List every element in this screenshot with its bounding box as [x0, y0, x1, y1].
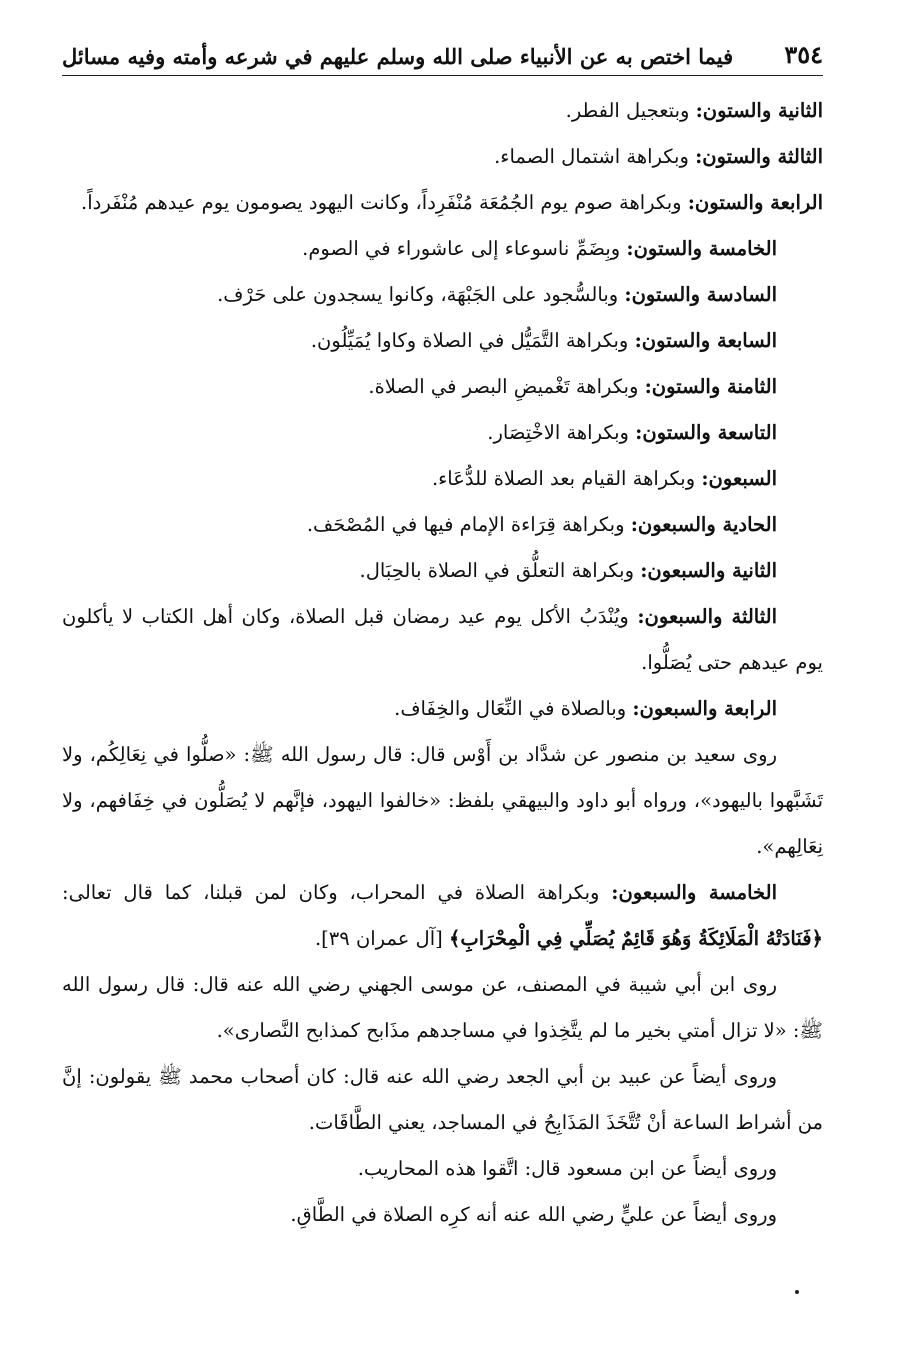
verse-reference: [آل عمران ٣٩]. [314, 927, 449, 950]
paragraph [62, 870, 823, 962]
paragraph-text: وبالسُّجود على الجَبْهَة، وكانوا يسجدون على حَرْف. [217, 283, 625, 306]
stray-dot [795, 1290, 799, 1294]
running-title: فيما اختص به عن الأنبياء صلى الله وسلم عليهم في شرعه وأمته وفيه مسائل [62, 44, 734, 69]
paragraph-text: وروى أيضاً عن عليٍّ رضي الله عنه أنه كرِه الصلاة في الطَّاقِ. [290, 1203, 777, 1226]
paragraph [62, 272, 823, 318]
paragraph-text: وبكراهة الاخْتِصَار. [487, 421, 636, 444]
paragraph-text: وبكراهة التَّمَيُّل في الصلاة وكاوا يُمَيِّلُون. [310, 329, 635, 352]
paragraph [62, 594, 823, 686]
hadith-paragraph [62, 962, 823, 1054]
hadith-paragraph [62, 1192, 823, 1238]
paragraph [62, 88, 823, 134]
quran-verse: ﴿فَنَادَتْهُ الْمَلَائِكَةُ وَهُوَ قَائِمٌ يُصَلِّي فِي الْمِحْرَابِ﴾ [448, 927, 823, 950]
paragraph-label: الخامسة والستون: [626, 237, 777, 260]
paragraph-text: وبِضَمِّ ناسوعاء إلى عاشوراء في الصوم. [302, 237, 627, 260]
page-header [62, 30, 823, 76]
paragraph-label: الرابعة والستون: [687, 191, 823, 214]
paragraph [62, 364, 823, 410]
paragraph-text: ويُنْدَبُ الأكل يوم عيد رمضان قبل الصلاة، وكان أهل الكتاب لا يأكلون يوم عيدهم حتى يُصَلُّوا. [62, 605, 823, 674]
paragraph [62, 134, 823, 180]
paragraph-text: وروى أيضاً عن ابن مسعود قال: اتَّقوا هذه المحاريب. [357, 1157, 777, 1180]
paragraph-text: وروى أيضاً عن عبيد بن أبي الجعد رضي الله عنه قال: كان أصحاب محمد ﷺ يقولون: إنَّ من أشراط الساعة أنْ تُتَّخَذَ المَذَابِحُ في المساجد، يعني الطَّاقَات. [62, 1065, 823, 1134]
paragraph [62, 548, 823, 594]
paragraph [62, 502, 823, 548]
paragraph-label: السبعون: [701, 467, 777, 490]
paragraph-label: السابعة والستون: [634, 329, 777, 352]
paragraph-label: الثانية والسبعون: [640, 559, 777, 582]
hadith-paragraph [62, 1146, 823, 1192]
paragraph-label: الرابعة والسبعون: [632, 697, 777, 720]
paragraph-text: روى سعيد بن منصور عن شدَّاد بن أَوْس قال: قال رسول الله ﷺ: «صلُّوا في نِعَالِكُم، ولا تَشَبَّهوا باليهود»، ورواه أبو داود والبيهقي بلفظ: «خالفوا اليهود، فإنَّهم لا يُصَلُّون في خِفَافهم، ولا نِعَالِهم». [62, 743, 823, 858]
paragraph [62, 410, 823, 456]
paragraph-label: الثامنة والستون: [644, 375, 777, 398]
paragraph-label: الثالثة والسبعون: [637, 605, 777, 628]
paragraph-label: الثانية والستون: [695, 99, 823, 122]
paragraph-text: وبكراهة التعلُّق في الصلاة بالحِبَال. [359, 559, 641, 582]
paragraph [62, 180, 823, 226]
paragraph-label: السادسة والستون: [624, 283, 777, 306]
paragraph-text: وبكراهة الصلاة في المحراب، وكان لمن قبلنا، كما قال تعالى: [62, 881, 612, 904]
paragraph [62, 686, 823, 732]
paragraph-text: وبكراهة اشتمال الصماء. [494, 145, 696, 168]
paragraph [62, 226, 823, 272]
paragraph-label: الثالثة والستون: [695, 145, 823, 168]
paragraph-text: وبتعجيل الفطر. [565, 99, 696, 122]
paragraph-text: وبكراهة القيام بعد الصلاة للدُّعَاء. [431, 467, 702, 490]
hadith-paragraph [62, 732, 823, 870]
paragraph-text: روى ابن أبي شيبة في المصنف، عن موسى الجهني رضي الله عنه قال: قال رسول الله ﷺ: «لا تزال أمتي بخير ما لم يتَّخِذوا في مساجدهم مذَابح كمذابح النَّصارى». [62, 973, 823, 1042]
paragraph-text: وبالصلاة في النِّعَال والخِفَاف. [394, 697, 633, 720]
page-number: ٣٥٤ [784, 40, 823, 69]
paragraph [62, 456, 823, 502]
paragraph-text: وبكراهة تَغْميضِ البصر في الصلاة. [368, 375, 645, 398]
hadith-paragraph [62, 1054, 823, 1146]
paragraph-label: الخامسة والسبعون: [611, 881, 778, 904]
paragraph-label: الحادية والسبعون: [630, 513, 777, 536]
paragraph-text: وبكراهة صوم يوم الجُمُعَة مُنْفَرِداً، وكانت اليهود يصومون يوم عيدهم مُنْفَرداً. [81, 191, 688, 214]
page-body [62, 88, 823, 1238]
paragraph-label: التاسعة والستون: [635, 421, 777, 444]
paragraph-text: وبكراهة قِرَاءة الإمام فيها في المُصْحَف. [306, 513, 631, 536]
paragraph [62, 318, 823, 364]
